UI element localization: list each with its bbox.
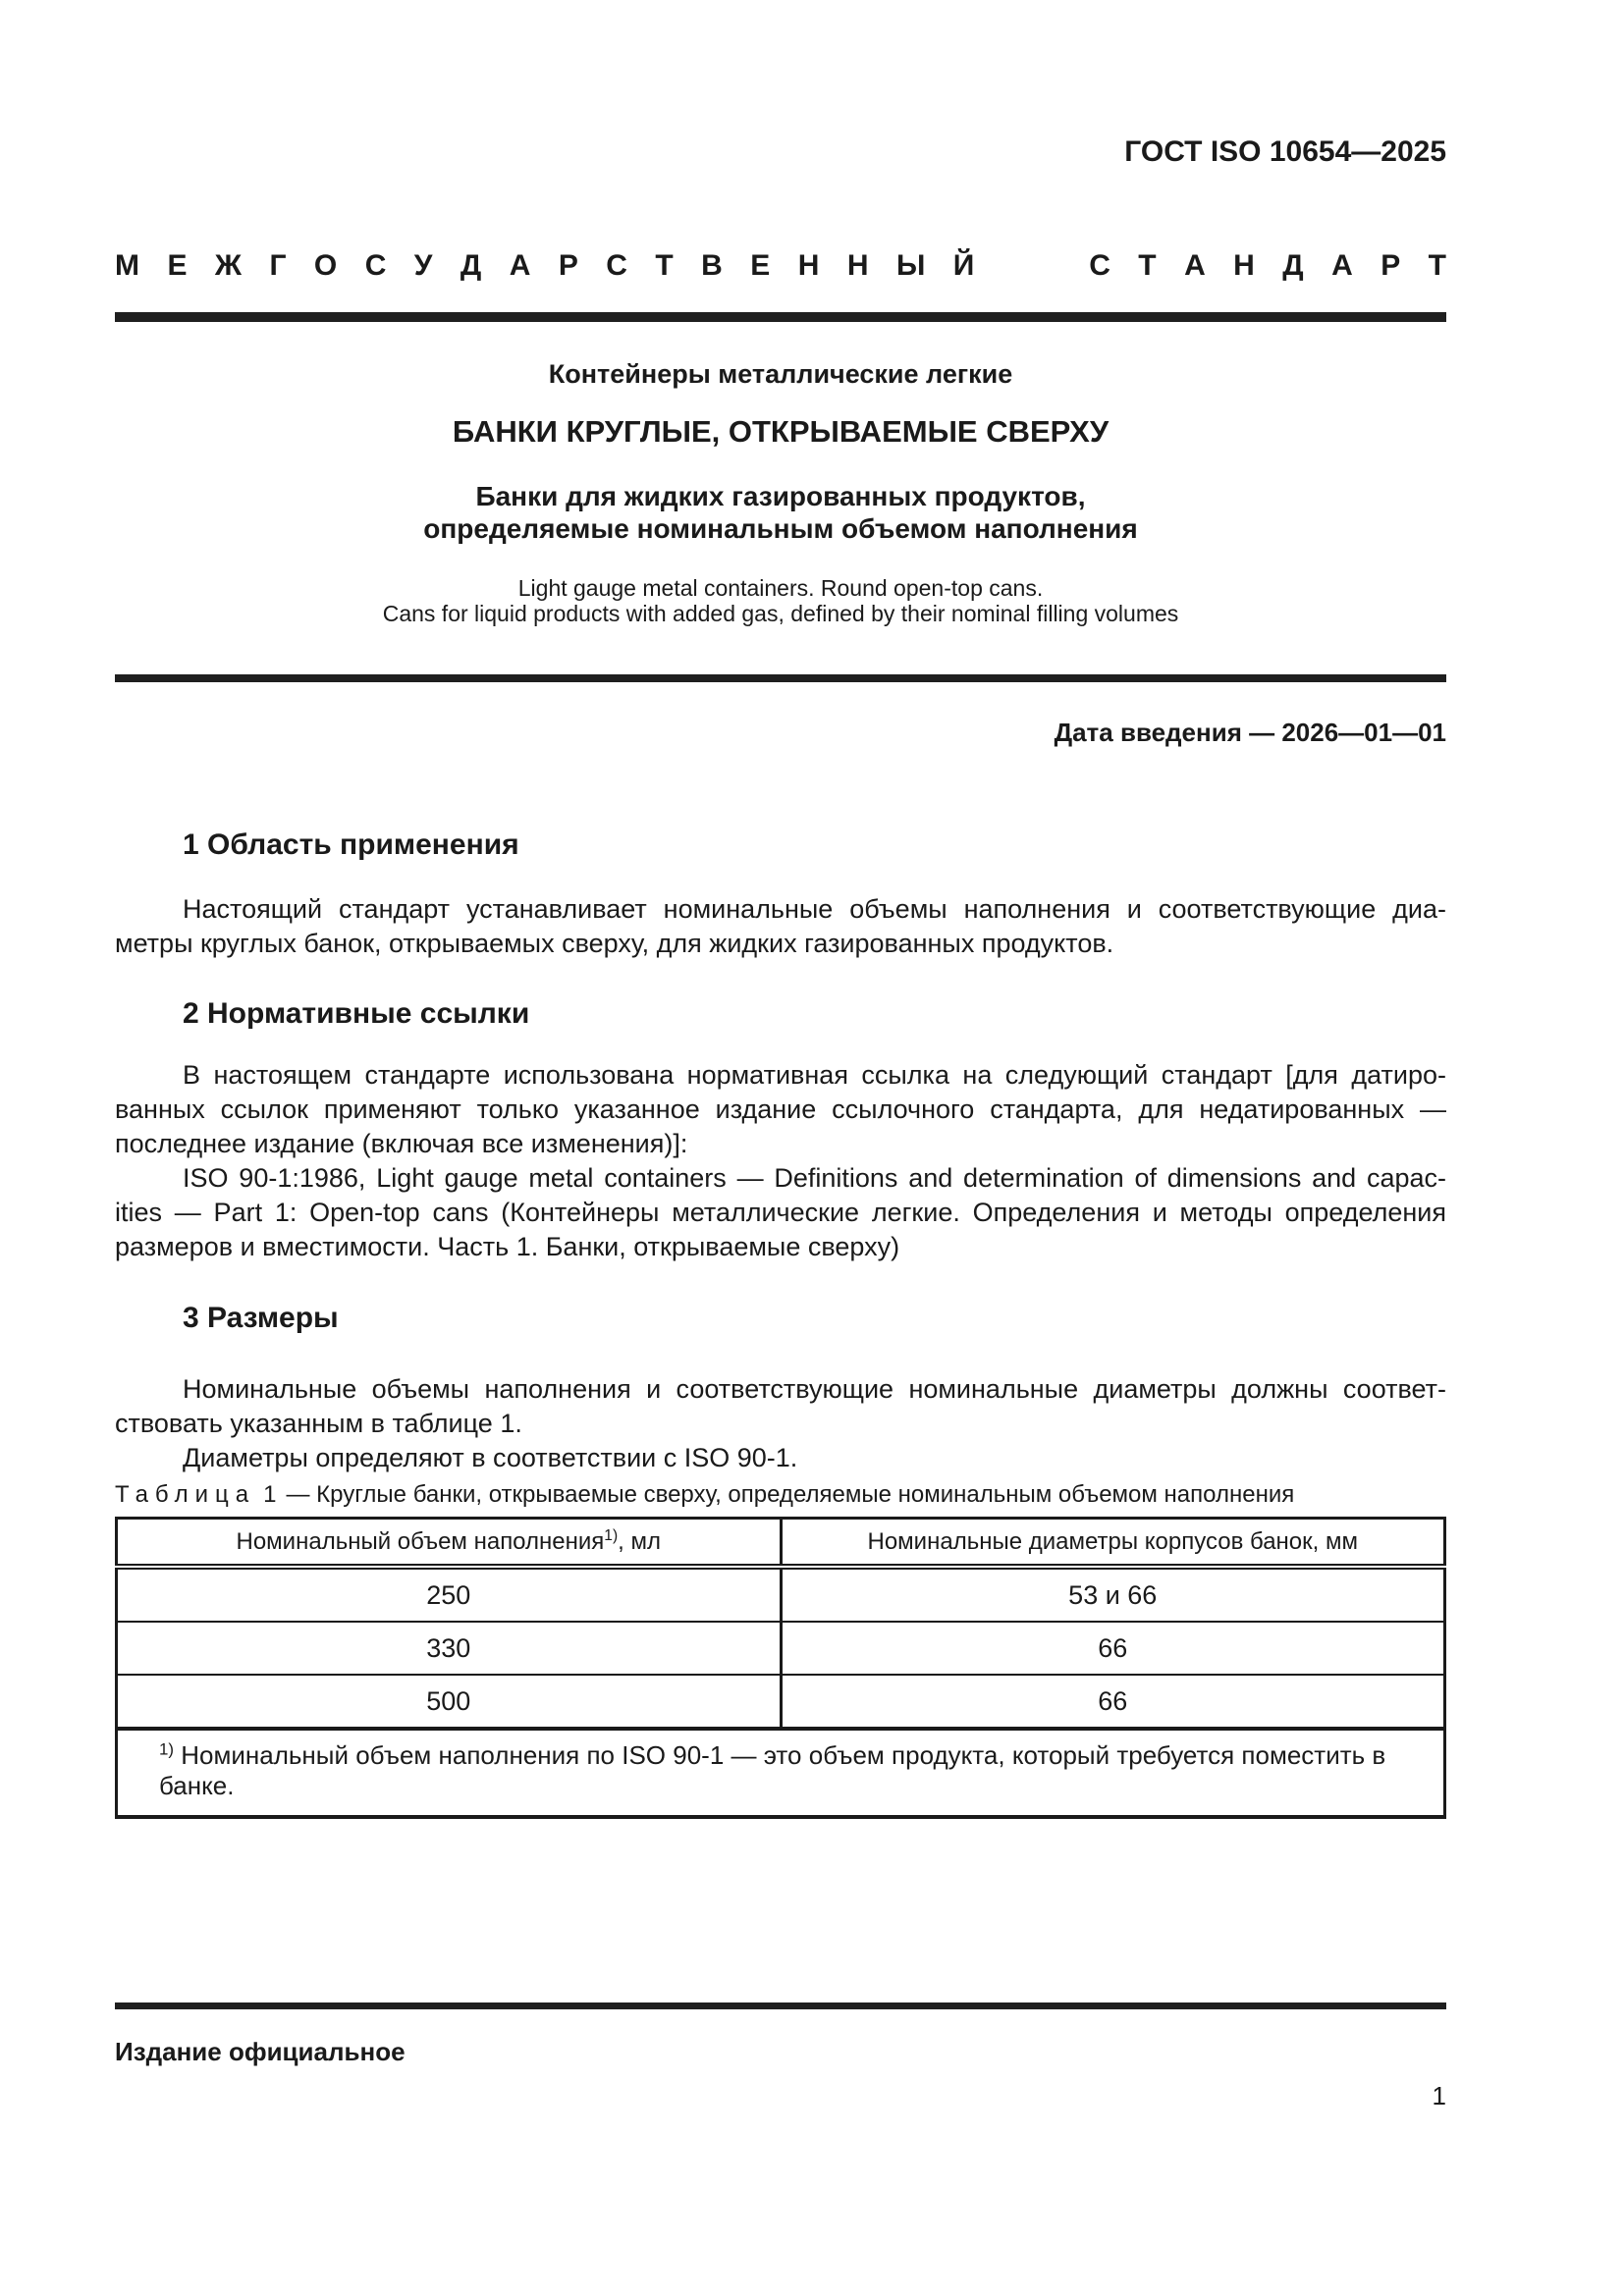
cell-diameters: 53 и 66 bbox=[781, 1567, 1445, 1622]
table-caption-number: 1 bbox=[263, 1481, 277, 1508]
column-header-volume-unit: , мл bbox=[618, 1527, 661, 1555]
section-heading-dimensions: 3 Размеры bbox=[183, 1302, 339, 1334]
doc-number: ГОСТ ISO 10654—2025 bbox=[1124, 135, 1446, 168]
section-scope-paragraphs bbox=[115, 892, 1446, 961]
paragraph-line: Диаметры определяют в соответствии с ISO 90-1. bbox=[183, 1443, 798, 1472]
paragraph-line: Номинальные объемы наполнения и соответствующие номинальные диаметры должны соответ- bbox=[183, 1374, 1446, 1404]
column-header-volume-text: Номинальный объем наполнения bbox=[236, 1527, 605, 1555]
paragraph-line: размеров и вместимости. Часть 1. Банки, открываемые сверху) bbox=[115, 1232, 900, 1261]
effective-date: Дата введения — 2026—01—01 bbox=[1054, 718, 1446, 747]
column-header-diameter: Номинальные диаметры корпусов банок, мм bbox=[781, 1519, 1445, 1568]
footer-rule bbox=[115, 2002, 1446, 2009]
page-footer bbox=[115, 2002, 1446, 2110]
table-footnote bbox=[117, 1729, 1445, 1817]
table-caption-label: Таблица bbox=[115, 1481, 256, 1508]
standard-type-heading: М Е Ж Г О С У Д А Р С Т В Е Н Н Ы Й С Т А Н Д А Р Т bbox=[115, 249, 1446, 282]
cell-volume: 500 bbox=[117, 1675, 782, 1729]
cell-volume: 330 bbox=[117, 1622, 782, 1675]
table-row bbox=[117, 1622, 1445, 1675]
main-title: БАНКИ КРУГЛЫЕ, ОТКРЫВАЕМЫЕ СВЕРХУ bbox=[452, 414, 1110, 449]
table-caption bbox=[115, 1481, 1446, 1509]
section-dimensions-paragraphs bbox=[115, 1372, 1446, 1475]
table-caption-text: — Круглые банки, открываемые сверху, определяемые номинальным объемом наполнения bbox=[286, 1481, 1295, 1508]
edition-note: Издание официальное bbox=[115, 2037, 406, 2066]
table-footnote-text: Номинальный объем наполнения по ISO 90-1 — это объем продукта, который требуется поместить в банке. bbox=[159, 1740, 1386, 1800]
table-row bbox=[117, 1675, 1445, 1729]
paragraph-line: В настоящем стандарте использована нормативная ссылка на следующий стандарт [для датиро- bbox=[183, 1060, 1446, 1090]
cell-volume: 250 bbox=[117, 1567, 782, 1622]
page-number: 1 bbox=[1432, 2081, 1446, 2110]
group-title: Контейнеры металлические легкие bbox=[548, 359, 1013, 389]
title-block bbox=[115, 359, 1446, 626]
table-row bbox=[117, 1567, 1445, 1622]
column-header-volume bbox=[117, 1519, 782, 1568]
paragraph-line: метры круглых банок, открываемых сверху, для жидких газированных продуктов. bbox=[115, 929, 1114, 958]
english-subtitle-line: Light gauge metal containers. Round open-top cans. bbox=[517, 575, 1044, 601]
english-subtitle bbox=[115, 575, 1446, 626]
dimensions-table bbox=[115, 1517, 1446, 1819]
section-references-paragraphs bbox=[115, 1058, 1446, 1264]
subtitle bbox=[115, 480, 1446, 545]
cell-diameters: 66 bbox=[781, 1622, 1445, 1675]
intro-rule bbox=[115, 674, 1446, 682]
paragraph-line: ities — Part 1: Open-top cans (Контейнеры металлические легкие. Определения и методы определения bbox=[115, 1198, 1446, 1227]
english-subtitle-line: Cans for liquid products with added gas, defined by their nominal filling volumes bbox=[382, 601, 1179, 626]
table-footnote-row bbox=[117, 1729, 1445, 1817]
section-heading-scope: 1 Область применения bbox=[183, 828, 519, 861]
paragraph-line: ISO 90-1:1986, Light gauge metal containers — Definitions and determination of dimensions and capac- bbox=[183, 1163, 1446, 1193]
paragraph-line: ванных ссылок применяют только указанное издание ссылочного стандарта, для недатированных — bbox=[115, 1095, 1446, 1124]
footnote-marker: 1) bbox=[604, 1526, 619, 1544]
subtitle-line: определяемые номинальным объемом наполнения bbox=[423, 513, 1138, 544]
heading-rule bbox=[115, 312, 1446, 322]
cell-diameters: 66 bbox=[781, 1675, 1445, 1729]
footnote-marker: 1) bbox=[159, 1739, 175, 1759]
subtitle-line: Банки для жидких газированных продуктов, bbox=[475, 481, 1086, 511]
paragraph-line: ствовать указанным в таблице 1. bbox=[115, 1409, 522, 1438]
table-header-row bbox=[117, 1519, 1445, 1568]
paragraph-line: последнее издание (включая все изменения)]: bbox=[115, 1129, 688, 1158]
paragraph-line: Настоящий стандарт устанавливает номинальные объемы наполнения и соответствующие диа- bbox=[183, 894, 1446, 924]
section-heading-references: 2 Нормативные ссылки bbox=[183, 997, 530, 1030]
